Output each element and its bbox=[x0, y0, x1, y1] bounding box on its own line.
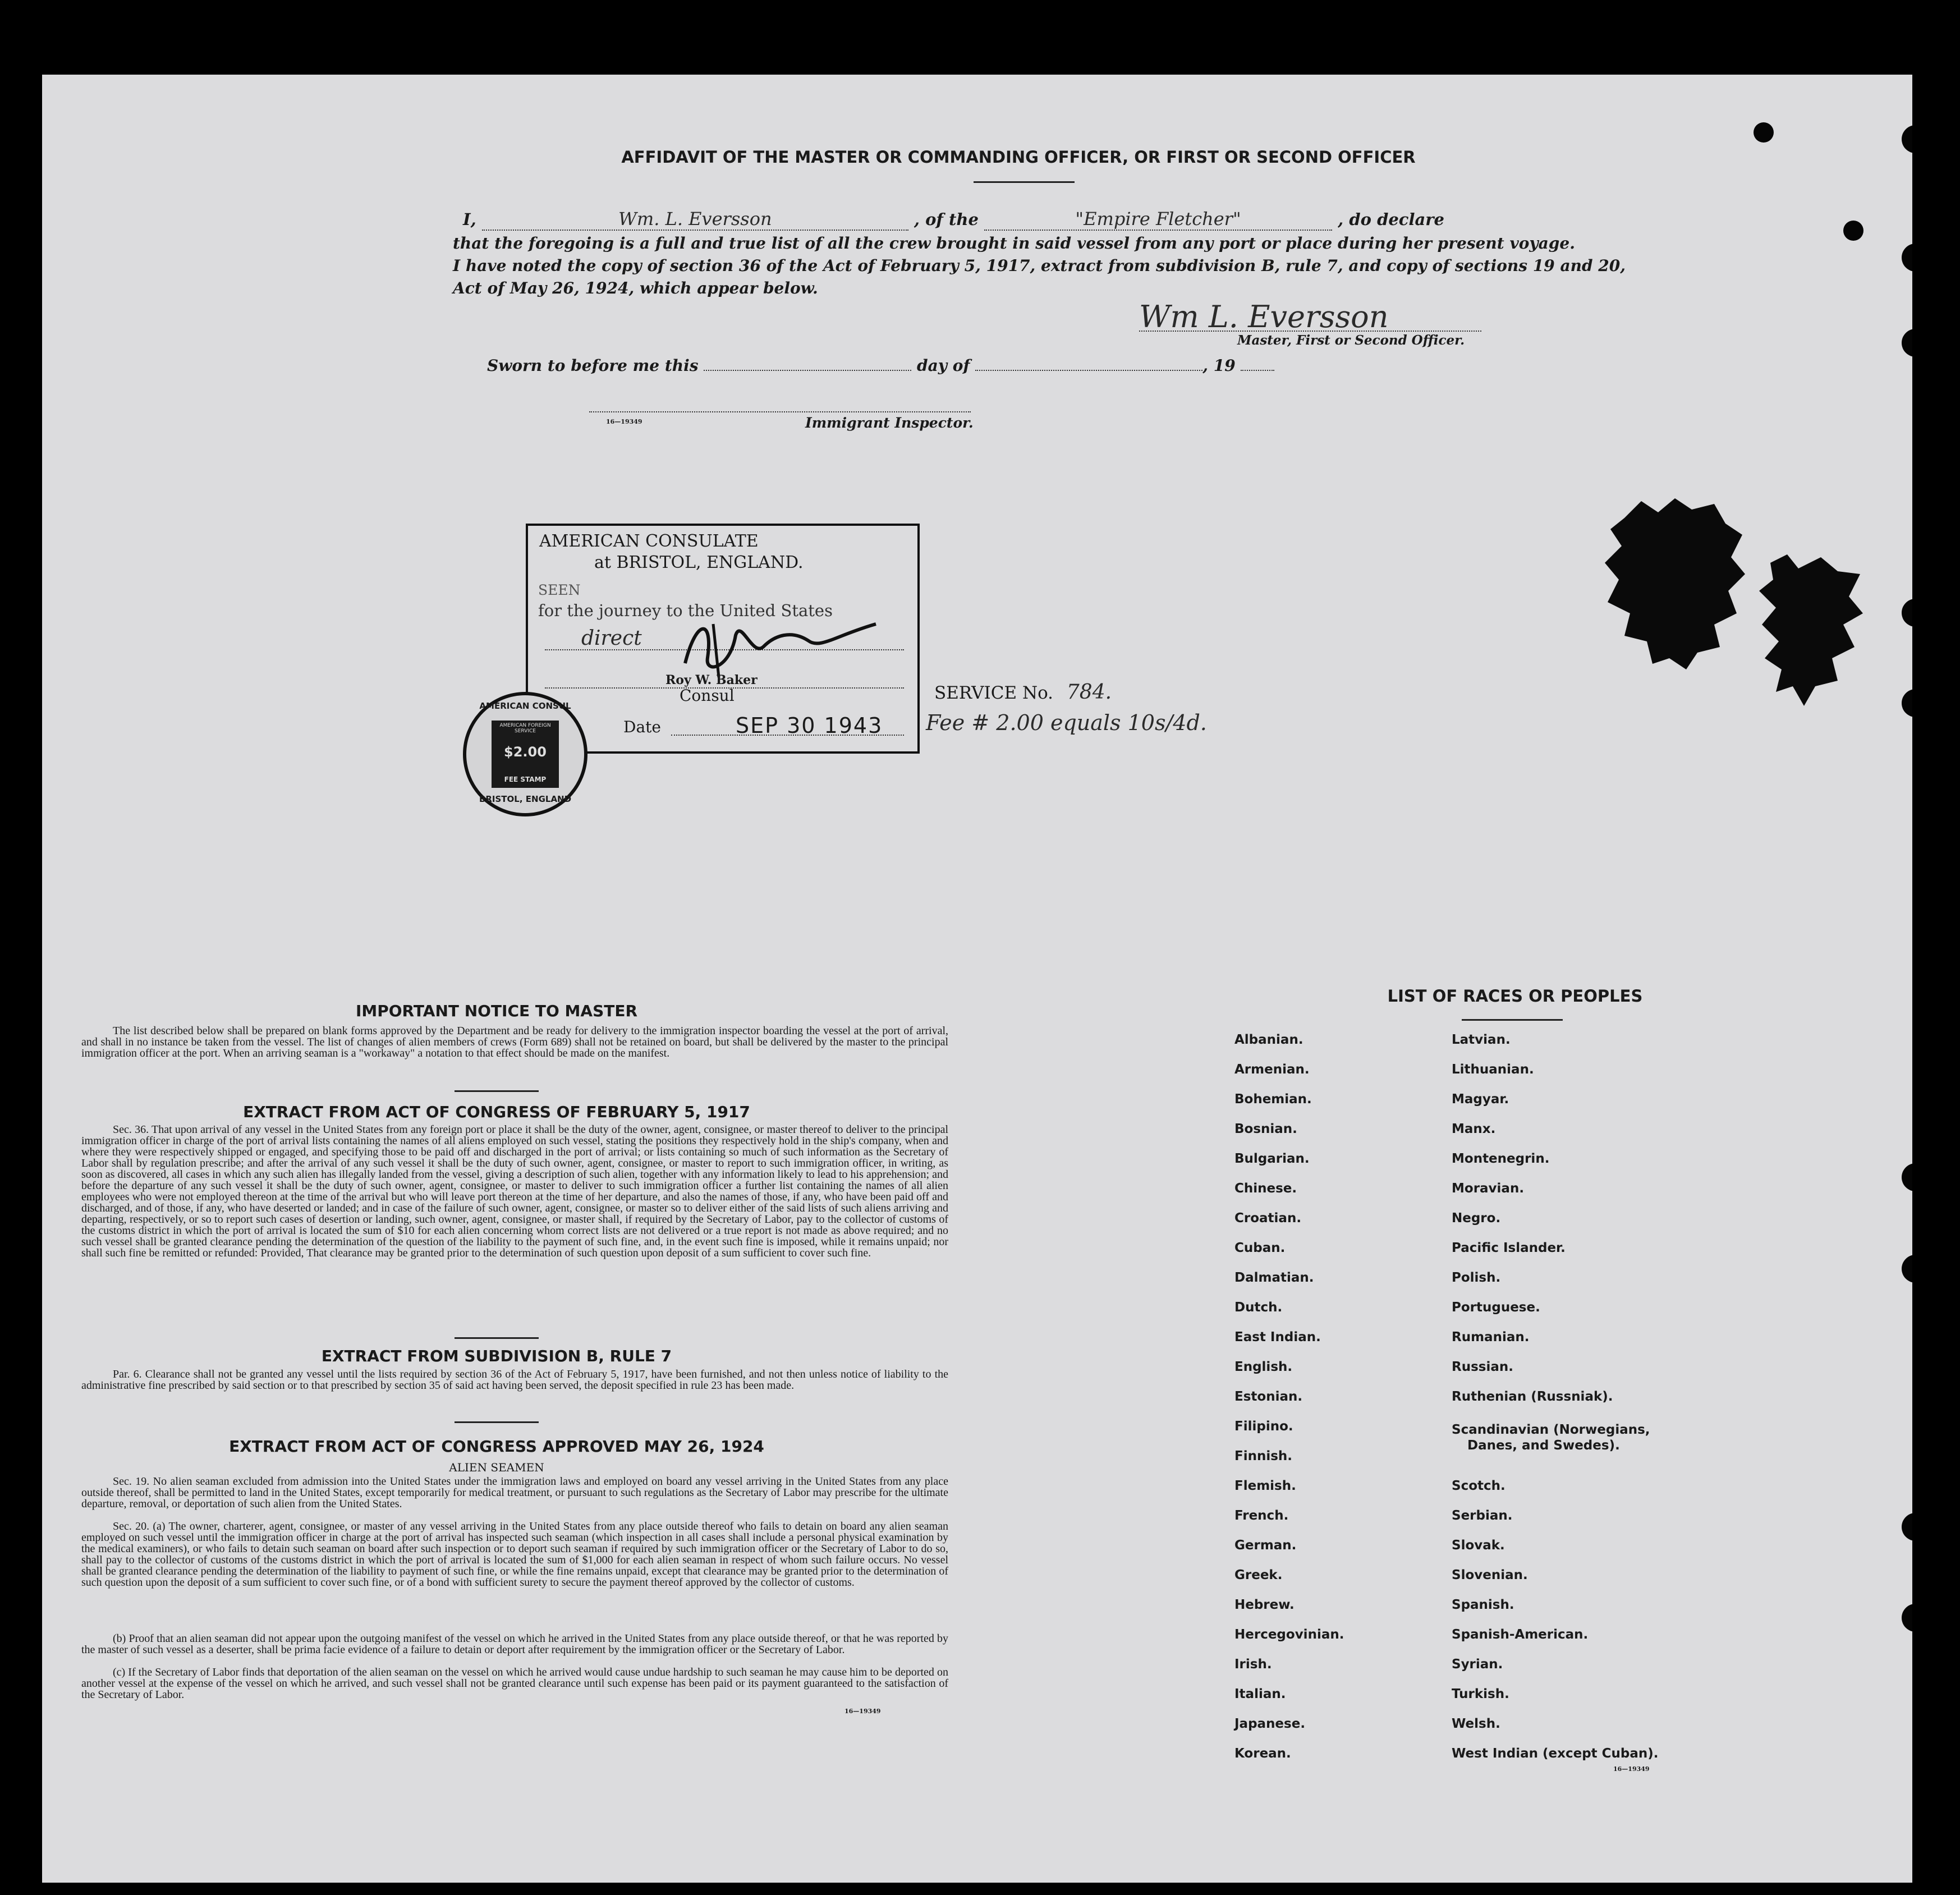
master-name: Wm. L. Eversson bbox=[482, 208, 908, 231]
declaration-line-1 bbox=[463, 208, 1866, 233]
fee-note: Fee # 2.00 equals 10s/4d. bbox=[926, 710, 1207, 735]
stamp-seen: SEEN bbox=[538, 582, 581, 598]
i-label: I, bbox=[463, 210, 476, 229]
ink-blot-right bbox=[1754, 552, 1866, 709]
race-item: Ruthenian (Russniak). bbox=[1452, 1389, 1613, 1404]
form-number-top: 16—19349 bbox=[606, 418, 642, 425]
extract-rule7-text: Par. 6. Clearance shall not be granted any vessel until the lists required by section 36 of the Act of February 5, 1917, have been furnished, and not then unless notice of liability to the administrative fine prescribed by said section or to that prescribed by section 35 of said act having been served, the deposit specified in rule 23 has been made. bbox=[81, 1368, 948, 1392]
race-item: Portuguese. bbox=[1452, 1300, 1540, 1315]
race-item: Russian. bbox=[1452, 1360, 1513, 1374]
fee-stamp-value: $2.00 bbox=[504, 744, 547, 760]
seal-top-text: AMERICAN CONSUL bbox=[479, 701, 571, 711]
stamp-direct: direct bbox=[581, 627, 642, 650]
declaration-line-4: Act of May 26, 1924, which appear below. bbox=[453, 279, 818, 297]
document-page bbox=[42, 75, 1912, 1883]
race-item: Italian. bbox=[1234, 1687, 1286, 1701]
sworn-year-blank bbox=[1241, 370, 1274, 371]
inspector-signature-line bbox=[589, 411, 971, 412]
race-item: Turkish. bbox=[1452, 1687, 1509, 1701]
race-item: Slovenian. bbox=[1452, 1568, 1528, 1582]
race-item: Slovak. bbox=[1452, 1538, 1505, 1553]
service-line bbox=[934, 681, 1112, 704]
race-item: Estonian. bbox=[1234, 1389, 1303, 1404]
race-item: Scandinavian (Norwegians, bbox=[1452, 1423, 1650, 1437]
punch-hole bbox=[1902, 125, 1912, 153]
race-item: Spanish. bbox=[1452, 1598, 1514, 1612]
stamp-date-value: SEP 30 1943 bbox=[736, 713, 883, 738]
punch-hole bbox=[1902, 1604, 1912, 1632]
race-item: Polish. bbox=[1452, 1270, 1501, 1285]
consulate-stamp bbox=[526, 524, 920, 754]
consul-signature-scrawl bbox=[680, 613, 882, 680]
race-item: Cuban. bbox=[1234, 1241, 1286, 1255]
race-item: Bohemian. bbox=[1234, 1092, 1312, 1107]
seal-bottom-text: BRISTOL, ENGLAND bbox=[479, 794, 572, 804]
signer-caption: Master, First or Second Officer. bbox=[1237, 333, 1465, 348]
race-item: Finnish. bbox=[1234, 1449, 1293, 1463]
stamp-date-label: Date bbox=[623, 718, 661, 736]
race-item: Bosnian. bbox=[1234, 1122, 1297, 1136]
form-number-bottom: 16—19349 bbox=[844, 1708, 881, 1715]
race-item: West Indian (except Cuban). bbox=[1452, 1746, 1659, 1761]
race-item: Dutch. bbox=[1234, 1300, 1283, 1315]
of-the-label: , of the bbox=[914, 210, 979, 229]
extract-1917-title: EXTRACT FROM ACT OF CONGRESS OF FEBRUARY 5, 1917 bbox=[243, 1103, 750, 1121]
race-item: East Indian. bbox=[1234, 1330, 1321, 1345]
race-item: Spanish-American. bbox=[1452, 1627, 1589, 1642]
master-signature: Wm L. Eversson bbox=[1139, 299, 1389, 334]
race-item: Flemish. bbox=[1234, 1479, 1296, 1493]
race-item: Bulgarian. bbox=[1234, 1151, 1310, 1166]
sworn-label: Sworn to before me this bbox=[487, 356, 699, 375]
race-item: Albanian. bbox=[1234, 1033, 1303, 1047]
punch-hole bbox=[1902, 1513, 1912, 1541]
race-item: Manx. bbox=[1452, 1122, 1496, 1136]
stamp-journey: for the journey to the United States bbox=[538, 601, 833, 620]
extract-rule7-title: EXTRACT FROM SUBDIVISION B, RULE 7 bbox=[321, 1347, 672, 1365]
declaration-line-2: that the foregoing is a full and true list of all the crew brought in said vessel from any port or place during her present voyage. bbox=[453, 234, 1575, 253]
race-item: Negro. bbox=[1452, 1211, 1501, 1226]
race-item: Hebrew. bbox=[1234, 1598, 1295, 1612]
extract-1917-text: Sec. 36. That upon arrival of any vessel in the United States from any foreign port or place it shall be the duty of the owner, agent, consignee, or master thereof to deliver to the principal immigration officer in charge of the port of arrival lists containing the names of all aliens employed on such vessel, stating the positions they respectively hold in the ship's company, when and where they were respectively shipped or engaged, and specifying those to be paid off and discharged in the port of arrival; or lists containing so much of such information as the Secretary of Labor shall by regulation prescribe; and after the arrival of any such vessel it shall be the duty of such owner, agent, consignee, or master to report to such immigration officer, in writing, as soon as discovered, all cases in which any such alien has illegally landed from the vessel, giving a description of such alien, together with any information likely to lead to his apprehension; and before the departure of any such vessel it shall be the duty of such owner, agent, consignee, or master to deliver to such immigration officer a further list containing the names of all alien employees who were not employed thereon at the time of the arrival but who will leave port thereon at the time of her departure, and also the names of those, if any, who have been paid off and discharged, and of those, if any, who have deserted or landed; and in case of the failure of such owner, agent, consignee, or master so to deliver either of the said lists of such aliens arriving and departing, respectively, or so to report such cases of desertion or landing, such owner, agent, consignee, or master shall, if required by the Secretary of Labor, pay to the collector of customs of the customs district in which the port of arrival is located the sum of $10 for each alien concerning whom correct lists are not delivered or a true report is not made as above required; and no such vessel shall be granted clearance pending the determination of the question of the liability to the payment of such fine, and, in the event such fine is imposed, while it remains unpaid; nor shall such fine be remitted or refunded: Provided, That clearance may be granted prior to the determination of such question upon deposit of a sum sufficient to cover such fine. bbox=[81, 1123, 948, 1259]
extract-1924-title: EXTRACT FROM ACT OF CONGRESS APPROVED MAY 26, 1924 bbox=[229, 1437, 764, 1456]
day-of-label: day of bbox=[917, 356, 970, 375]
race-item: Latvian. bbox=[1452, 1033, 1511, 1047]
punch-hole bbox=[1902, 1255, 1912, 1283]
punch-hole bbox=[1902, 244, 1912, 272]
extract-1924-subtitle: ALIEN SEAMEN bbox=[449, 1461, 544, 1474]
extract-1924-sec20b: (b) Proof that an alien seaman did not appear upon the outgoing manifest of the vessel on which he arrived in the United States from any place outside thereof, or that he was reported by the master of such vessel as a deserter, shall be prima facie evidence of a failure to detain or deport after requirement by the immigration officer or the Secretary of Labor. bbox=[81, 1632, 948, 1656]
notice-title: IMPORTANT NOTICE TO MASTER bbox=[355, 1002, 638, 1020]
consular-seal bbox=[463, 692, 587, 816]
sworn-month-blank bbox=[975, 370, 1202, 371]
extract-rule7-rule bbox=[455, 1421, 539, 1423]
race-item: Dalmatian. bbox=[1234, 1270, 1314, 1285]
signature-line bbox=[1139, 331, 1481, 332]
race-item: Hercegovinian. bbox=[1234, 1627, 1344, 1642]
race-item: German. bbox=[1234, 1538, 1297, 1553]
race-item: Armenian. bbox=[1234, 1062, 1310, 1077]
stamp-line-2: at BRISTOL, ENGLAND. bbox=[594, 553, 804, 572]
punch-hole bbox=[1902, 329, 1912, 357]
race-item: Montenegrin. bbox=[1452, 1151, 1550, 1166]
race-item: Moravian. bbox=[1452, 1181, 1525, 1196]
race-item: Rumanian. bbox=[1452, 1330, 1530, 1345]
race-item: Chinese. bbox=[1234, 1181, 1297, 1196]
sworn-line bbox=[487, 356, 1274, 375]
race-item: Greek. bbox=[1234, 1568, 1283, 1582]
extract-1924-sec19: Sec. 19. No alien seaman excluded from admission into the United States under the immigration laws and employed on board any vessel arriving in the United States from any place outside thereof, shall be permitted to land in the United States, except temporarily for medical treatment, or pursuant to such regulations as the Secretary of Labor may prescribe for the ultimate departure, removal, or deportation of such alien from the United States. bbox=[81, 1475, 948, 1510]
races-form-number: 16—19349 bbox=[1613, 1765, 1650, 1773]
stamp-line-1: AMERICAN CONSULATE bbox=[539, 531, 759, 551]
race-item: Syrian. bbox=[1452, 1657, 1503, 1672]
race-item: Japanese. bbox=[1234, 1717, 1306, 1731]
service-label: SERVICE No. bbox=[934, 683, 1054, 703]
race-item: Scotch. bbox=[1452, 1479, 1505, 1493]
race-item: Magyar. bbox=[1452, 1092, 1509, 1107]
race-item: French. bbox=[1234, 1508, 1289, 1523]
punch-hole bbox=[1754, 122, 1774, 143]
fee-stamp-bottom: FEE STAMP bbox=[504, 776, 547, 783]
fee-stamp bbox=[492, 721, 559, 788]
race-item: Pacific Islander. bbox=[1452, 1241, 1566, 1255]
extract-1924-sec20c: (c) If the Secretary of Labor finds that deportation of the alien seaman on the vessel on which he arrived would cause undue hardship to such seaman he may cause him to be deported on another vessel at the expense of the vessel on which he arrived, and such vessel shall not be granted clearance until such expense has been paid or its payment guaranteed to the satisfaction of the Secretary of Labor. bbox=[81, 1666, 948, 1701]
race-item: Serbian. bbox=[1452, 1508, 1513, 1523]
vessel-name: "Empire Fletcher" bbox=[984, 208, 1332, 231]
affidavit-title: AFFIDAVIT OF THE MASTER OR COMMANDING OFFICER, OR FIRST OR SECOND OFFICER bbox=[621, 148, 1416, 167]
sworn-day-blank bbox=[704, 370, 911, 371]
races-rule bbox=[1462, 1019, 1563, 1021]
fee-stamp-top: AMERICAN FOREIGN SERVICE bbox=[499, 723, 551, 734]
consul-title: Consul bbox=[680, 686, 735, 705]
punch-hole bbox=[1902, 1163, 1912, 1191]
year-prefix: , 19 bbox=[1202, 356, 1236, 375]
notice-text: The list described below shall be prepared on blank forms approved by the Department and be ready for delivery to the immigration inspector boarding the vessel at the port of arrival, and shall in no instance be taken from the vessel. The list of changes of alien members of crews (Form 689) shall not be retained on board, but shall be delivered by the master to the principal immigration officer at the port. When an arriving seaman is a "workaway" a notation to that effect should be made on the manifest. bbox=[81, 1025, 948, 1059]
notice-rule bbox=[455, 1090, 539, 1092]
extract-1924-sec20a: Sec. 20. (a) The owner, charterer, agent, consignee, or master of any vessel arriving in the United States from any place outside thereof who fails to detain on board any alien seaman employed on such vessel until the immigration officer in charge at the port of arrival has inspected such seaman (which inspection in all cases shall include a personal physical examination by the medical examiners), or who fails to detain such seaman on board after such inspection or to deport such seaman if required by such immigration officer or the Secretary of Labor to do so, shall pay to the collector of customs of the customs district in which the port of arrival is located the sum of $1,000 for each alien seaman in respect of whom such failure occurs. No vessel shall be granted clearance pending the determination of the liability to payment of such fine, or while the fine remains unpaid, except that clearance may be granted prior to the determination of such question upon the deposit of a sum sufficient to cover such fine, or of a bond with sufficient surety to secure the payment thereof approved by the collector of customs. bbox=[81, 1520, 948, 1589]
race-item: Korean. bbox=[1234, 1746, 1291, 1761]
consul-name: Roy W. Baker bbox=[665, 673, 758, 687]
race-item: Croatian. bbox=[1234, 1211, 1302, 1226]
ink-blot-left bbox=[1602, 495, 1748, 675]
race-item: Filipino. bbox=[1234, 1419, 1293, 1434]
punch-hole bbox=[1902, 599, 1912, 627]
declaration-line-3: I have noted the copy of section 36 of the Act of February 5, 1917, extract from subdivision B, rule 7, and copy of sections 19 and 20, bbox=[453, 256, 1626, 275]
race-item: Lithuanian. bbox=[1452, 1062, 1534, 1077]
race-item: Irish. bbox=[1234, 1657, 1272, 1672]
title-rule bbox=[974, 181, 1075, 183]
punch-hole bbox=[1902, 689, 1912, 717]
race-item: English. bbox=[1234, 1360, 1293, 1374]
races-title: LIST OF RACES OR PEOPLES bbox=[1387, 986, 1643, 1006]
inspector-caption: Immigrant Inspector. bbox=[805, 415, 974, 431]
do-declare-label: , do declare bbox=[1338, 210, 1444, 229]
extract-1917-rule bbox=[455, 1337, 539, 1339]
race-item: Welsh. bbox=[1452, 1717, 1500, 1731]
service-number: 784. bbox=[1066, 681, 1112, 704]
race-item: Danes, and Swedes). bbox=[1467, 1438, 1620, 1453]
